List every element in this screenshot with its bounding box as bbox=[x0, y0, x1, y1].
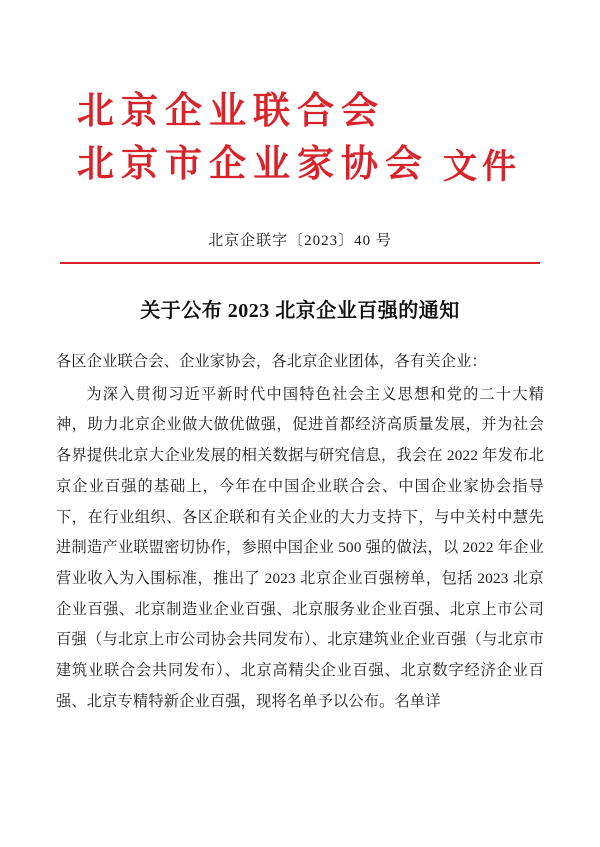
document-word: 文件 bbox=[443, 149, 521, 187]
org-name-line-2: 北京市企业家协会 bbox=[77, 143, 429, 185]
body-paragraph-1: 为深入贯彻习近平新时代中国特色社会主义思想和党的二十大精神，助力北京企业做大做优做强，促进首都经济高质量发展，并为社会各界提供北京大企业发展的相关数据与研究信息，我会在 2022 年发布北京企业百强的基础上，今年在中国企业联合会、中国企业家协会指导下，在行业组织、各区企联和有关企业的大力支持下，与中关村中慧先进制造产业联盟密切协作，参照中国企业 500 强的做法，以 2022 年企业营业收入为入围标准，推出了 2023 北京企业百强榜单，包括 2023 北京企业百强、北京制造业企业百强、北京服务业企业百强、北京上市公司百强（与北京上市公司协会共同发布）、北京建筑业企业百强（与北京市建筑业联合会共同发布）、北京高精尖企业百强、北京数字经济企业百强、北京专精特新企业百强，现将名单予以公布。名单详 bbox=[56, 385, 544, 710]
document-number: 北京企联字〔2023〕40 号 bbox=[208, 233, 392, 250]
document-body bbox=[56, 347, 544, 717]
letterhead-row-1 bbox=[60, 86, 540, 139]
red-divider-rule bbox=[60, 262, 540, 264]
salutation: 各区企业联合会、企业家协会，各北京企业团体，各有关企业： bbox=[56, 353, 487, 371]
org-name-line-1: 北京企业联合会 bbox=[77, 91, 385, 132]
page-title: 关于公布 2023 北京企业百强的通知 bbox=[140, 300, 460, 323]
letterhead bbox=[0, 0, 600, 191]
letterhead-row-2 bbox=[60, 139, 540, 192]
